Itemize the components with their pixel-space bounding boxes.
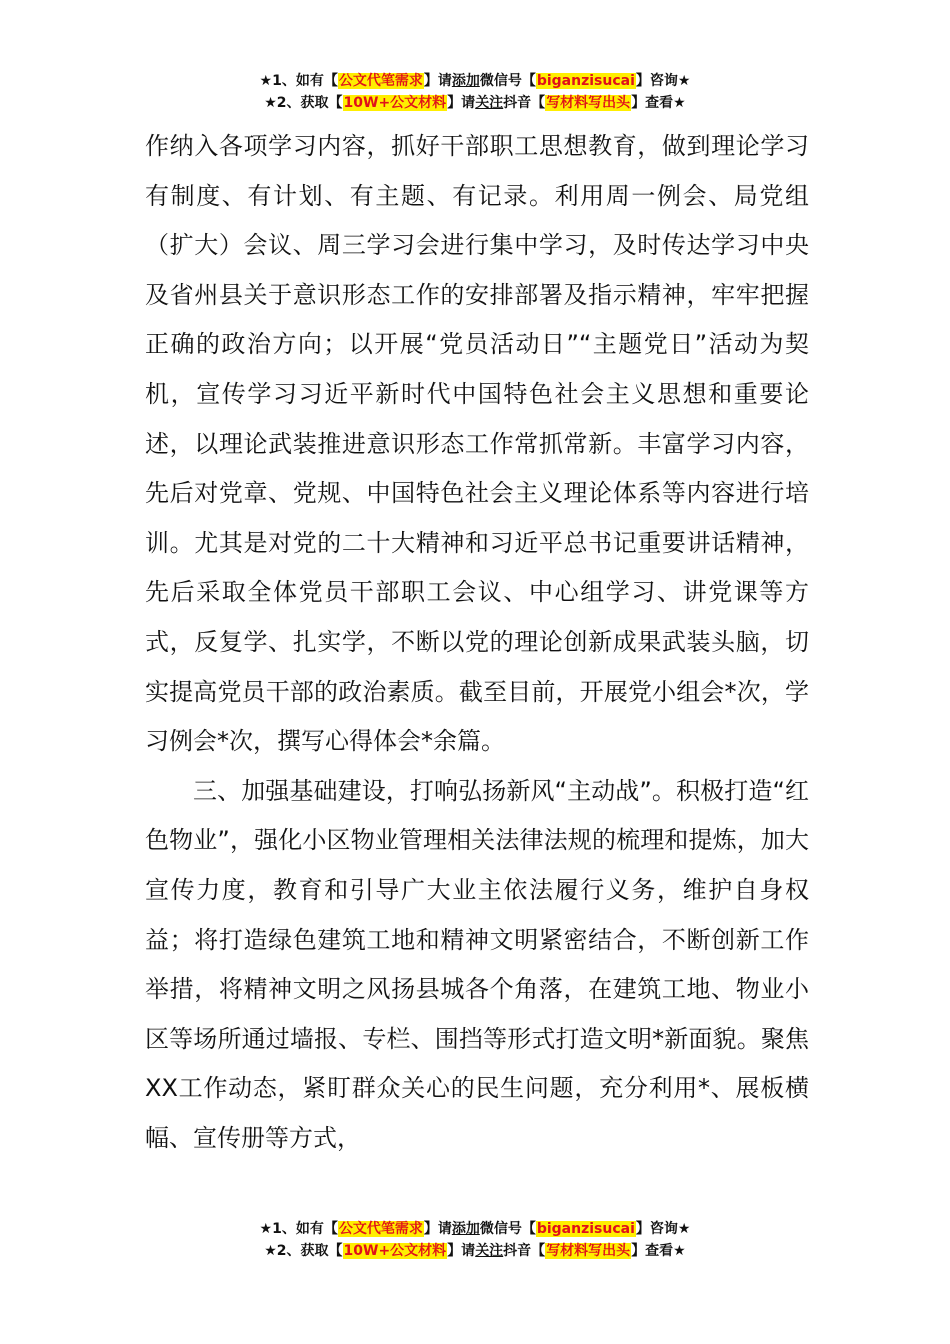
banner-text: 微信号【 xyxy=(479,73,536,89)
banner-text: 】请 xyxy=(447,1243,476,1259)
banner-underlined: 关注 xyxy=(475,1243,504,1259)
banner-line-1 xyxy=(0,1218,950,1240)
body-paragraph-2: 三、加强基础建设，打响弘扬新风“主动战”。积极打造“红色物业”，强化小区物业管理相关法律法规的梳理和提炼，加大宣传力度，教育和引导广大业主依法履行义务，维护自身权益；将打造绿色建筑工地和精神文明紧密结合，不断创新工作举措，将精神文明之风扬县城各个角落，在建筑工地、物业小区等场所通过墙报、专栏、围挡等形式打造文明*新面貌。聚焦XX工作动态，紧盯群众关心的民生问题，充分利用*、展板横幅、宣传册等方式， xyxy=(145,776,809,1152)
footer-banner xyxy=(0,1218,950,1262)
banner-text: 】咨询★ xyxy=(635,73,691,89)
banner-text: ★1、如有【 xyxy=(259,1221,338,1237)
banner-text: 抖音【 xyxy=(503,95,546,111)
banner-highlight: biganzisucai xyxy=(536,1221,635,1237)
banner-text: 】咨询★ xyxy=(635,1221,691,1237)
banner-text: ★2、获取【 xyxy=(264,1243,343,1259)
banner-highlight: 公文代笔需求 xyxy=(338,73,423,89)
body-paragraph-1: 作纳入各项学习内容，抓好干部职工思想教育，做到理论学习有制度、有计划、有主题、有记录。利用周一例会、局党组（扩大）会议、周三学习会进行集中学习，及时传达学习中央及省州县关于意识形态工作的安排部署及指示精神，牢牢把握正确的政治方向；以开展“党员活动日”“主题党日”活动为契机，宣传学习习近平新时代中国特色社会主义思想和重要论述，以理论武装推进意识形态工作常抓常新。丰富学习内容，先后对党章、党规、中国特色社会主义理论体系等内容进行培训。尤其是对党的二十大精神和习近平总书记重要讲话精神，先后采取全体党员干部职工会议、中心组学习、讲党课等方式，反复学、扎实学，不断以党的理论创新成果武装头脑，切实提高党员干部的政治素质。截至目前，开展党小组会*次，学习例会*次，撰写心得体会*余篇。 xyxy=(145,132,809,756)
banner-line-2 xyxy=(0,92,950,114)
banner-underlined: 添加 xyxy=(451,73,480,89)
banner-text: 抖音【 xyxy=(503,1243,546,1259)
banner-highlight: 10W+公文材料 xyxy=(343,1243,447,1259)
banner-text: 】查看★ xyxy=(631,1243,686,1259)
banner-highlight: biganzisucai xyxy=(536,73,635,89)
banner-text: ★1、如有【 xyxy=(259,73,338,89)
banner-line-1 xyxy=(0,70,950,92)
banner-text: 】查看★ xyxy=(631,95,686,111)
banner-underlined: 添加 xyxy=(451,1221,480,1237)
banner-highlight: 10W+公文材料 xyxy=(343,95,447,111)
banner-text: ★2、获取【 xyxy=(264,95,343,111)
banner-highlight: 公文代笔需求 xyxy=(338,1221,423,1237)
header-banner xyxy=(0,70,950,114)
banner-text: 】请 xyxy=(447,95,476,111)
banner-underlined: 关注 xyxy=(475,95,504,111)
banner-text: 微信号【 xyxy=(479,1221,536,1237)
banner-line-2 xyxy=(0,1240,950,1262)
banner-highlight: 写材料写出头 xyxy=(546,1243,631,1259)
banner-text: 】请 xyxy=(423,73,452,89)
document-body xyxy=(145,122,809,1163)
banner-text: 】请 xyxy=(423,1221,452,1237)
banner-highlight: 写材料写出头 xyxy=(546,95,631,111)
